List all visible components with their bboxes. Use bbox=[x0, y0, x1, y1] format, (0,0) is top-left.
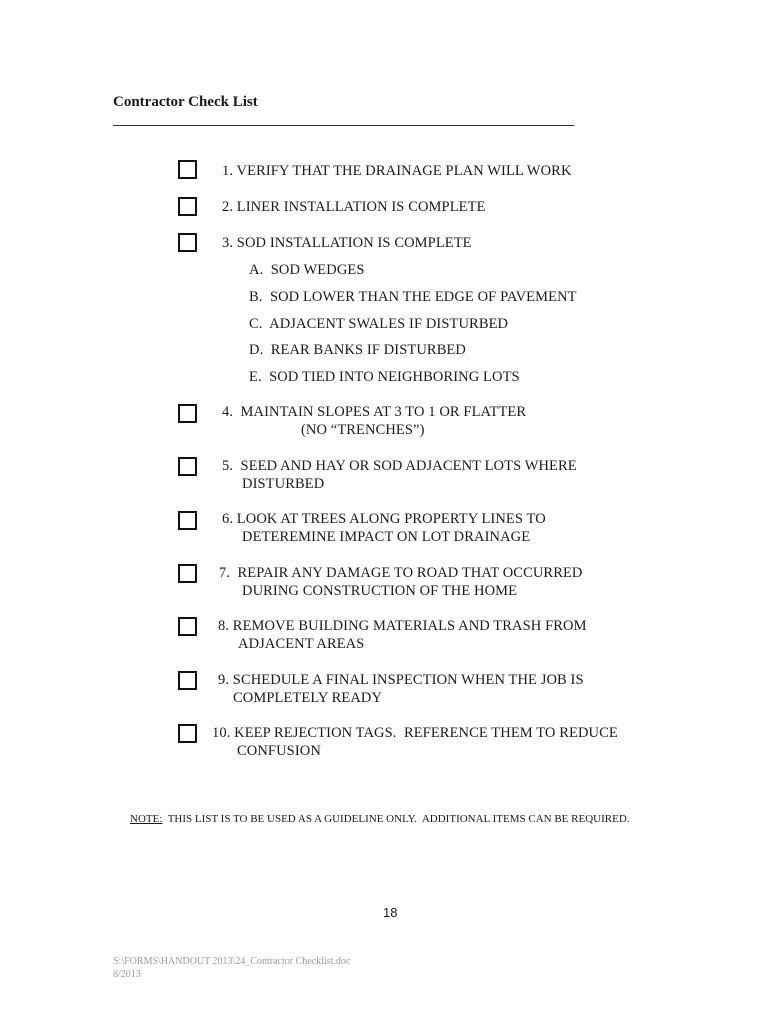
footer-date: 8/2013 bbox=[113, 969, 141, 980]
footer bbox=[113, 955, 350, 981]
item-10-text: 10. KEEP REJECTION TAGS. REFERENCE THEM TO REDUCE bbox=[212, 725, 618, 741]
checkbox-item-6[interactable] bbox=[178, 511, 197, 530]
page-number: 18 bbox=[383, 905, 398, 920]
item-3-text: 3. SOD INSTALLATION IS COMPLETE bbox=[222, 235, 472, 251]
checkbox-item-4[interactable] bbox=[178, 404, 197, 423]
title-underline bbox=[113, 125, 574, 126]
checkbox-item-8[interactable] bbox=[178, 617, 197, 636]
page-title: Contractor Check List bbox=[113, 94, 258, 110]
checkbox-item-5[interactable] bbox=[178, 457, 197, 476]
checkbox-item-7[interactable] bbox=[178, 564, 197, 583]
item-5-text: 5. SEED AND HAY OR SOD ADJACENT LOTS WHERE bbox=[222, 458, 577, 474]
checkbox-item-10[interactable] bbox=[178, 724, 197, 743]
checkbox-item-3[interactable] bbox=[178, 233, 197, 252]
note-text: THIS LIST IS TO BE USED AS A GUIDELINE ONLY. ADDITIONAL ITEMS CAN BE REQUIRED. bbox=[162, 813, 630, 825]
item-3-subitem-b: B. SOD LOWER THAN THE EDGE OF PAVEMENT bbox=[249, 289, 577, 305]
item-5-text-cont: DISTURBED bbox=[242, 476, 325, 492]
item-3-subitem-a: A. SOD WEDGES bbox=[249, 262, 365, 278]
checkbox-item-1[interactable] bbox=[178, 160, 197, 179]
item-1-text: 1. VERIFY THAT THE DRAINAGE PLAN WILL WORK bbox=[222, 163, 572, 179]
item-3-subitem-e: E. SOD TIED INTO NEIGHBORING LOTS bbox=[249, 369, 520, 385]
item-4-text-cont: (NO “TRENCHES”) bbox=[301, 422, 425, 438]
checkbox-item-2[interactable] bbox=[178, 197, 197, 216]
item-7-text-cont: DURING CONSTRUCTION OF THE HOME bbox=[242, 583, 518, 599]
guideline-note bbox=[130, 813, 630, 825]
item-8-text-cont: ADJACENT AREAS bbox=[238, 636, 365, 652]
footer-file-path: S:\FORMS\HANDOUT 2013\24_Contractor Checklist.doc bbox=[113, 956, 351, 967]
item-4-text: 4. MAINTAIN SLOPES AT 3 TO 1 OR FLATTER bbox=[222, 404, 527, 420]
note-label: NOTE: bbox=[130, 813, 163, 825]
item-9-text-cont: COMPLETELY READY bbox=[233, 690, 383, 706]
checkbox-item-9[interactable] bbox=[178, 671, 197, 690]
item-3-subitem-c: C. ADJACENT SWALES IF DISTURBED bbox=[249, 316, 509, 332]
item-6-text: 6. LOOK AT TREES ALONG PROPERTY LINES TO bbox=[222, 511, 546, 527]
item-3-subitem-d: D. REAR BANKS IF DISTURBED bbox=[249, 342, 466, 358]
item-2-text: 2. LINER INSTALLATION IS COMPLETE bbox=[222, 199, 486, 215]
item-9-text: 9. SCHEDULE A FINAL INSPECTION WHEN THE JOB IS bbox=[218, 672, 584, 688]
item-10-text-cont: CONFUSION bbox=[237, 743, 321, 759]
item-6-text-cont: DETEREMINE IMPACT ON LOT DRAINAGE bbox=[242, 529, 531, 545]
item-8-text: 8. REMOVE BUILDING MATERIALS AND TRASH FROM bbox=[218, 618, 587, 634]
item-7-text: 7. REPAIR ANY DAMAGE TO ROAD THAT OCCURRED bbox=[219, 565, 583, 581]
